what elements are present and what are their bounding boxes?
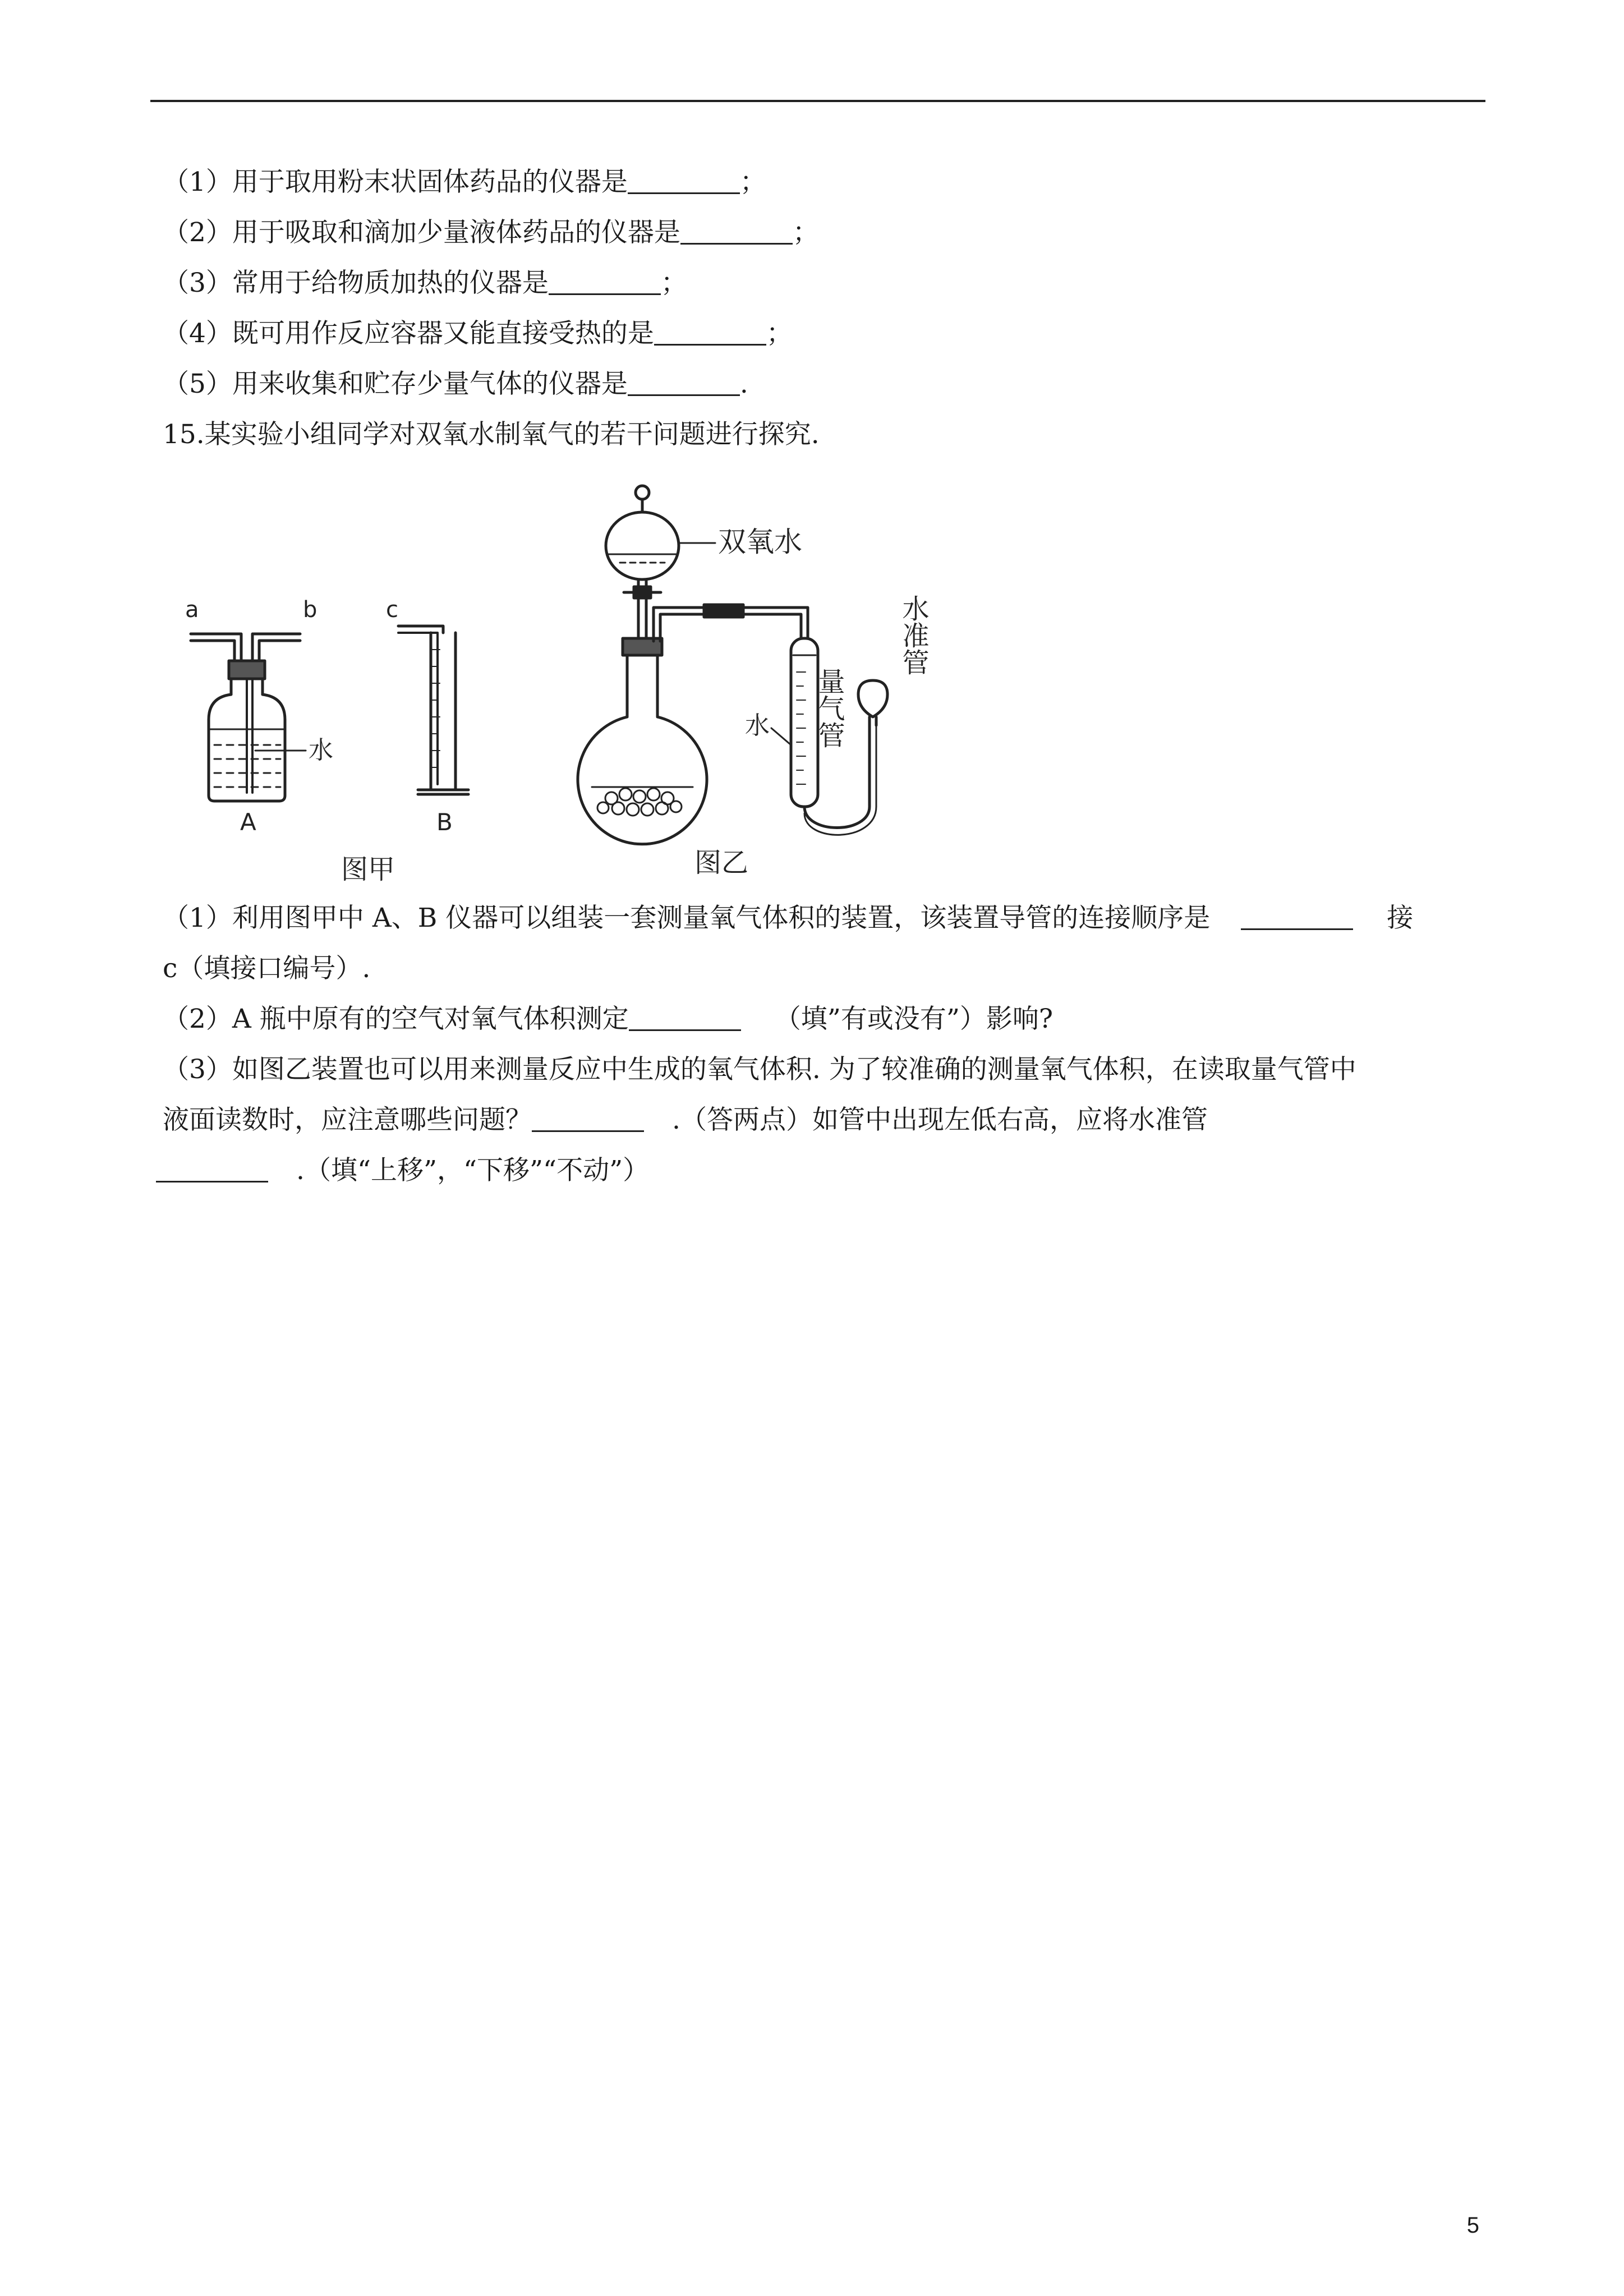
label-h2o2: 双氧水 xyxy=(718,526,802,558)
bottle-a-drawing xyxy=(191,634,306,801)
label-water-a: 水 xyxy=(309,736,333,765)
q15-part-3-suffix: .（填“上移”，“下移”“不动”） xyxy=(296,1155,650,1186)
q14-item-4 xyxy=(163,317,793,351)
q15-part-2-blank[interactable] xyxy=(629,1007,741,1031)
figure-yi-caption: 图乙 xyxy=(694,847,749,878)
q15-part-1-blank[interactable] xyxy=(1241,906,1353,930)
q15-part-3-line-1: （3）如图乙装置也可以用来测量反应中生成的氧气体积. 为了较准确的测量氧气体积，在读取量气管中 xyxy=(163,1054,1356,1085)
q14-item-3 xyxy=(163,266,687,300)
q15-part-1-line-1 xyxy=(163,901,1413,935)
label-A: A xyxy=(240,808,256,836)
label-c: c xyxy=(386,597,398,623)
label-b: b xyxy=(303,597,318,623)
gas-burette-drawing xyxy=(771,638,818,807)
q14-item-4-blank[interactable] xyxy=(654,321,766,346)
q15-part-1-line-2: c（填接口编号）. xyxy=(163,953,371,984)
q15-stem: 15.某实验小组同学对双氧水制氧气的若干问题进行探究. xyxy=(163,419,820,450)
q15-part-3-blank-2[interactable] xyxy=(156,1158,268,1182)
label-gas-tube: 量气管 xyxy=(813,668,845,748)
q15-figure xyxy=(163,470,959,893)
figure-jia-caption: 图甲 xyxy=(341,854,395,885)
label-level-tube: 水准管 xyxy=(898,595,929,675)
q14-item-3-text: （3）常用于给物质加热的仪器是 xyxy=(163,268,549,298)
q15-part-3-blank-1[interactable] xyxy=(532,1108,644,1132)
label-B: B xyxy=(436,808,453,836)
q15-part-3-middle: .（答两点）如管中出现左低右高，应将水准管 xyxy=(672,1105,1208,1135)
q14-item-2 xyxy=(163,216,819,250)
q14-item-1 xyxy=(163,165,766,199)
q15-part-2-suffix: （填”有或没有”）影响? xyxy=(774,1004,1053,1034)
q14-item-1-suffix: ； xyxy=(739,167,766,197)
q14-item-4-text: （4）既可用作反应容器又能直接受热的是 xyxy=(163,318,654,349)
q14-item-2-blank[interactable] xyxy=(680,220,793,245)
label-a: a xyxy=(185,597,199,623)
header-rule xyxy=(150,100,1485,102)
q14-item-3-suffix: ； xyxy=(660,268,687,298)
q15-part-1-text: （1）利用图甲中 A、B 仪器可以组装一套测量氧气体积的装置，该装置导管的连接顺序是 xyxy=(163,903,1211,933)
q15-part-2-text: （2）A 瓶中原有的空气对氧气体积测定 xyxy=(163,1004,629,1034)
q14-item-5-text: （5）用来收集和贮存少量气体的仪器是 xyxy=(163,369,628,399)
q14-item-5-blank[interactable] xyxy=(628,372,740,396)
label-water-yi: 水 xyxy=(745,711,770,740)
q14-item-3-blank[interactable] xyxy=(549,271,661,295)
delivery-tube-drawing xyxy=(654,605,808,641)
q14-item-5-suffix: . xyxy=(739,369,748,399)
q15-part-1-connector: 接 xyxy=(1387,903,1414,933)
q14-item-5 xyxy=(163,367,748,401)
q15-part-3-text: 液面读数时，应注意哪些问题？ xyxy=(163,1105,532,1135)
q14-item-2-text: （2）用于吸取和滴加少量液体药品的仪器是 xyxy=(163,217,680,248)
q14-item-1-text: （1）用于取用粉末状固体药品的仪器是 xyxy=(163,167,628,197)
q15-part-2 xyxy=(163,1002,1053,1036)
catalyst-granules xyxy=(597,788,682,816)
q15-part-3-line-2 xyxy=(163,1103,1208,1137)
page-number: 5 xyxy=(1466,2213,1479,2238)
apparatus-diagram xyxy=(163,470,959,891)
q14-item-2-suffix: ； xyxy=(792,217,819,248)
q14-item-1-blank[interactable] xyxy=(628,170,740,194)
flask-drawing xyxy=(578,638,707,844)
level-tube-drawing xyxy=(858,680,887,725)
cylinder-b-drawing xyxy=(398,626,468,794)
q14-item-4-suffix: ； xyxy=(766,318,793,349)
q15-part-3-line-3 xyxy=(156,1154,649,1188)
